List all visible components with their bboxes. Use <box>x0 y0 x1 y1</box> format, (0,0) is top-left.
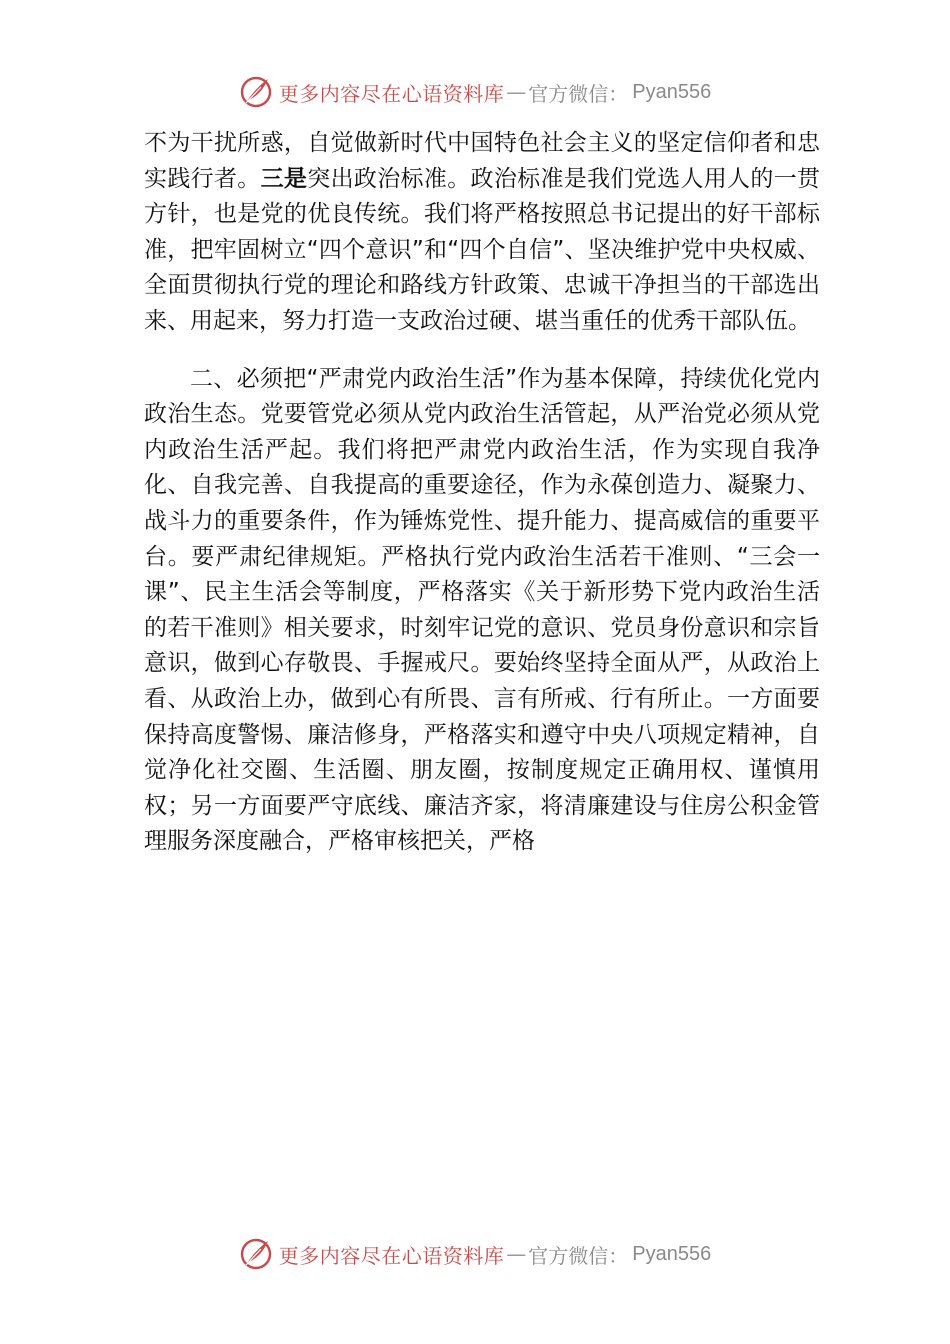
feather-logo-icon <box>239 1237 273 1271</box>
watermark-text: 更多内容尽在心语资料库 <box>278 1243 505 1268</box>
watermark-wechat-label: 官方微信： <box>528 81 629 106</box>
header-watermark <box>0 72 950 112</box>
paragraph-2-run-1: 二、必须把“严肃党内政治生活”作为基本保障，持续优化党内政治生态。党要管党必须从党内政治生活管起，从严治党必须从党内政治生活严起。我们将把严肃党内政治生活，作为实现自我净化、自我完善、自我提高的重要途径，作为永葆创造力、凝聚力、战斗力的重要条件，作为锤炼党性、提升能力、提高威信的重要平台。要严肃纪律规矩。严格执行党内政治生活若干准则、“三会一课”、民主生活会等制度，严格落实《关于新形势下党内政治生活的若干准则》相关要求，时刻牢记党的意识、党员身份意识和宗旨意识，做到心存敬畏、手握戒尺。要始终坚持全面从严，从政治上看、从政治上办，做到心有所畏、言有所戒、行有所止。一方面要保持高度警惕、廉洁修身，严格落实和遵守中央八项规定精神，自觉净化社交圈、生活圈、朋友圈，按制度规定正确用权、谨慎用权；另一方面要严守底线、廉洁齐家，将清廉建设与住房公积金管理服务深度融合，严格审核把关，严格 <box>144 365 820 855</box>
watermark-separator: — <box>506 1242 527 1266</box>
paragraph-2 <box>144 362 820 860</box>
document-body <box>144 126 820 860</box>
watermark-wechat-label: 官方微信： <box>528 1243 629 1268</box>
paragraph-1-run-1: 不为干扰所惑，自觉做新时代中国特色社会主义的坚定信仰者和忠实践行者。 <box>144 130 820 192</box>
paragraph-1-bold-run: 三是 <box>260 165 308 192</box>
watermark-wechat-id: Pyan556 <box>632 80 712 103</box>
feather-logo-icon <box>239 75 273 109</box>
paragraph-spacer <box>144 340 820 362</box>
watermark-text: 更多内容尽在心语资料库 <box>278 81 505 106</box>
paragraph-1 <box>144 126 820 340</box>
paragraph-1-run-3: 突出政治标准。政治标准是我们党选人用人的一贯方针，也是党的优良传统。我们将严格按照总书记提出的好干部标准，把牢固树立“四个意识”和“四个自信”、坚决维护党中央权威、全面贯彻执行党的理论和路线方针政策、忠诚干净担当的干部选出来、用起来，努力打造一支政治过硬、堪当重任的优秀干部队伍。 <box>144 165 821 334</box>
watermark-wechat-id: Pyan556 <box>632 1242 712 1265</box>
watermark-separator: — <box>506 80 527 104</box>
footer-watermark <box>0 1234 950 1274</box>
